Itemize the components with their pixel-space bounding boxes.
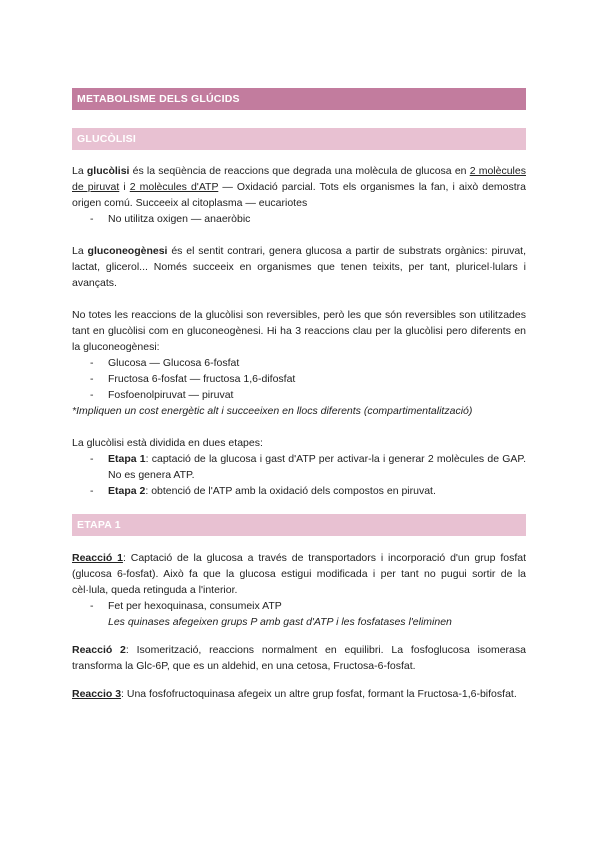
stages-list <box>72 451 526 499</box>
list-item: - Fructosa 6-fosfat — fructosa 1,6-difosfat <box>90 373 296 385</box>
list-item: - Fet per hexoquinasa, consumeix ATP <box>90 600 282 612</box>
paragraph-glucolisi-definition: La glucòlisi és la seqüència de reaccions que degrada una molècula de glucosa en 2 molècules de piruvat i 2 molècules d'ATP — Oxidació parcial. Tots els organismes la fan, i això demostra origen comú. Succeeix al citoplasma — eucariotes <box>72 165 526 209</box>
list-item: - Glucosa — Glucosa 6-fosfat <box>90 357 240 369</box>
footnote: *Impliquen un cost energètic alt i succeeixen en llocs diferents (compartimentalització) <box>72 405 473 417</box>
document-title: METABOLISME DELS GLÚCIDS <box>77 93 240 105</box>
paragraph-reaccio-2: Reacció 2: Isomerització, reaccions normalment en equilibri. La fosfoglucosa isomerasa transforma la Glc-6P, que es un aldehid, en una cetosa, Fructosa-6-fosfat. <box>72 644 526 672</box>
section-heading-etapa1 <box>72 514 526 536</box>
paragraph-stages: La glucòlisi està dividida en dues etapes: <box>72 437 263 449</box>
paragraph-reaccio-1: Reacció 1: Captació de la glucosa a través de transportadors i incorporació d'un grup fosfat (glucosa 6-fosfat). Això fa que la glucosa estigui modificada i per tant no pugui sortir de la cèl·lula, queda retinguda a l'interior. <box>72 552 526 596</box>
reaction-label: Reacció 1 <box>72 552 123 564</box>
section-title: GLUCÒLISI <box>77 133 136 145</box>
section-heading-glucolisi <box>72 128 526 150</box>
list-item: - Etapa 1: captació de la glucosa i gast d'ATP per activar-la i generar 2 molècules de GAP. No es genera ATP. <box>90 453 526 481</box>
document-title-bar <box>72 88 526 110</box>
bullet-list <box>72 598 526 614</box>
reaction-label: Reaccio 3 <box>72 688 122 700</box>
paragraph-reversible-reactions: No totes les reaccions de la glucòlisi son reversibles, però les que són reversibles son utilitzades tant en glucòlisi com en gluconeogènesi. Hi ha 3 reaccions clau per la glucòlisi pero diferents en la gluconeogènesi: <box>72 309 526 353</box>
list-item: - No utilitza oxigen — anaeròbic <box>90 213 251 225</box>
list-item: - Etapa 2: obtenció de l'ATP amb la oxidació dels compostos en piruvat. <box>90 485 436 497</box>
section-title: ETAPA 1 <box>77 519 121 531</box>
paragraph-gluconeogenesi: La gluconeogènesi és el sentit contrari, genera glucosa a partir de substrats orgànics: piruvat, lactat, glicerol... Només succeeix en organismes que tenen teixits, per tant, pluricel·lulars i avançats. <box>72 245 526 289</box>
bullet-list <box>72 211 526 227</box>
document-page <box>72 88 526 702</box>
term-glucolisi: glucòlisi <box>86 165 130 177</box>
italic-note: Les quinases afegeixen grups P amb gast d'ATP i les fosfatases l'eliminen <box>108 616 452 628</box>
underlined-atp: 2 molècules d'ATP <box>129 181 219 193</box>
list-item: - Fosfoenolpiruvat — piruvat <box>90 389 234 401</box>
paragraph-reaccio-3: Reaccio 3: Una fosfofructoquinasa afegeix un altre grup fosfat, formant la Fructosa-1,6-bifosfat. <box>72 688 517 700</box>
underlined-piruvat: 2 molècules de piruvat <box>72 165 526 193</box>
key-reactions-list <box>72 355 526 403</box>
term-gluconeogenesi: gluconeogènesi <box>87 245 168 257</box>
reaction-label: Reacció 2 <box>72 644 126 656</box>
